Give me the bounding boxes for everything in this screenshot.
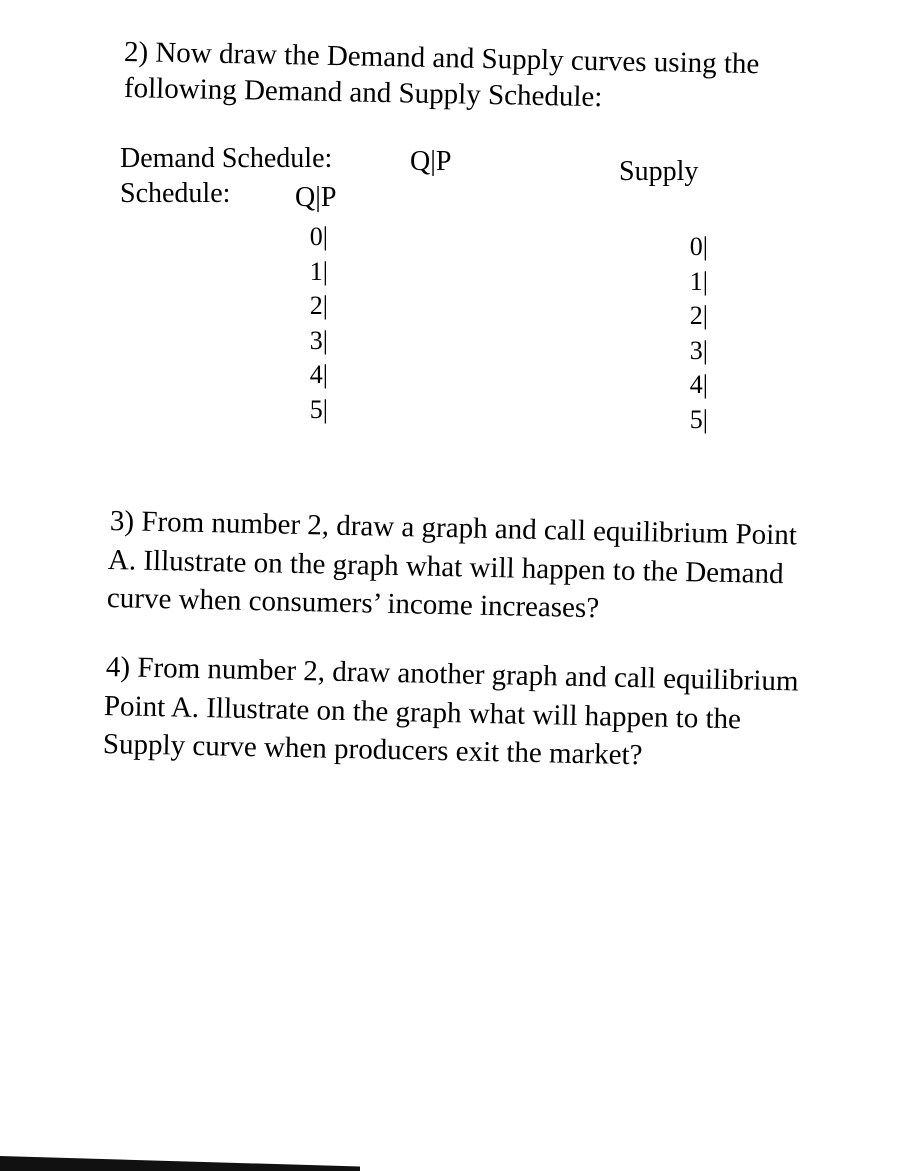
demand-row-3: 3| (309, 325, 328, 355)
question-3-line-1: 3) From number 2, draw a graph and call equilibrium Point (109, 505, 798, 552)
demand-row-2: 2| (309, 291, 328, 320)
demand-row-5: 5| (309, 394, 328, 424)
supply-row-3: 3| (689, 335, 708, 365)
demand-header-qp: Q|P (410, 146, 452, 177)
question-3-line-3: curve when consumers’ income increases? (106, 582, 600, 625)
question-4-line-2: Point A. Illustrate on the graph what will happen to the (103, 690, 742, 736)
supply-quantity-column (660, 230, 708, 437)
demand-row-1: 1| (309, 256, 328, 286)
scan-edge-shadow (0, 1156, 360, 1171)
demand-row-0: 0| (309, 222, 328, 251)
demand-row-4: 4| (309, 360, 328, 389)
demand-quantity-column (280, 220, 328, 427)
question-2-line-1: 2) Now draw the Demand and Supply curves using the (123, 36, 760, 81)
supply-row-2: 2| (689, 301, 708, 330)
schedule-label-2: Schedule: (120, 178, 231, 209)
supply-row-0: 0| (689, 232, 708, 261)
question-4-line-1: 4) From number 2, draw another graph and call equilibrium (105, 651, 799, 698)
qp-header-2: Q|P (295, 182, 337, 213)
supply-row-4: 4| (689, 370, 708, 399)
supply-label: Supply (619, 156, 699, 187)
question-3-line-2: A. Illustrate on the graph what will happen to the Demand (107, 544, 784, 591)
supply-row-5: 5| (689, 404, 708, 434)
question-2-line-2: following Demand and Supply Schedule: (123, 72, 603, 114)
question-4-line-3: Supply curve when producers exit the market? (102, 728, 643, 772)
demand-schedule-label: Demand Schedule: (120, 143, 333, 174)
supply-row-1: 1| (689, 266, 708, 296)
